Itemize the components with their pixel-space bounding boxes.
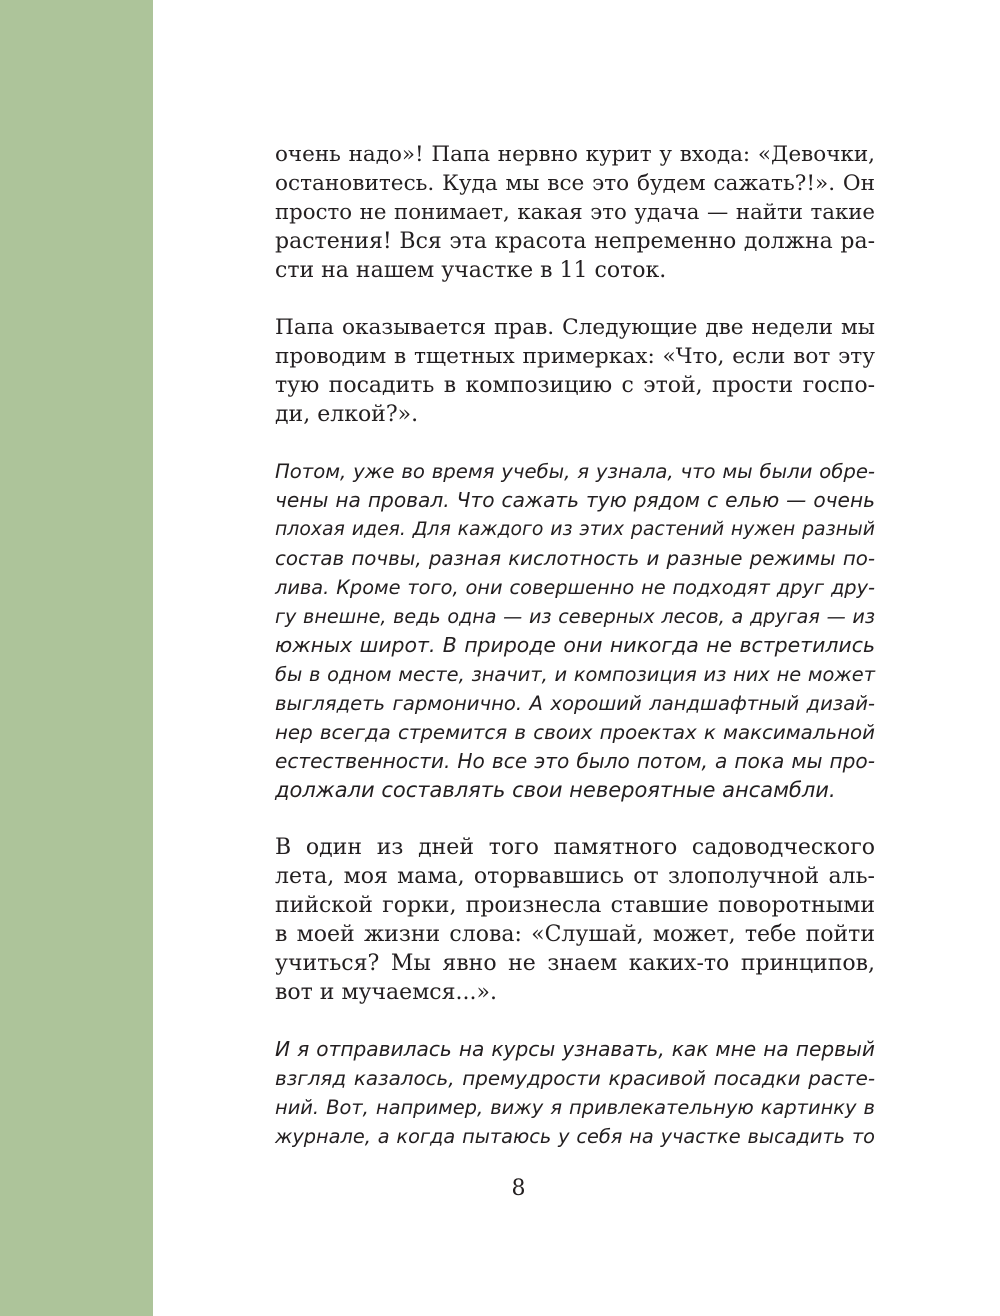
text-line: гу внешне, ведь одна — из северных лесов, а другая — из (275, 605, 875, 628)
text-line: ди, елкой?». (275, 402, 419, 427)
text-line: чены на провал. Что сажать тую рядом с елью — очень (275, 488, 875, 512)
text-line: В один из дней того памятного садоводческого (275, 835, 875, 860)
text-line: Папа оказывается прав. Следующие две недели мы (275, 315, 875, 340)
text-line: остановитесь. Куда мы все это будем сажать?!». Он (275, 171, 875, 196)
text-line: тую посадить в композицию с этой, прости госпо- (275, 373, 875, 398)
text-line: просто не понимает, какая это удача — найти такие (275, 200, 875, 225)
text-line: очень надо»! Папа нервно курит у входа: «Девочки, (275, 142, 875, 167)
text-line: естественности. Но все это было потом, а пока мы про- (275, 749, 875, 773)
text-line: южных широт. В природе они никогда не встретились (275, 633, 875, 657)
paragraph-5-italic (275, 1035, 875, 1151)
text-line: сти на нашем участке в 11 соток. (275, 258, 667, 283)
text-line: лива. Кроме того, они совершенно не подходят друг дру- (275, 576, 875, 599)
text-line: бы в одном месте, значит, и композиция из них не может (275, 663, 875, 686)
paragraph-3-italic (275, 457, 875, 805)
side-color-band (0, 0, 153, 1316)
text-line: проводим в тщетных примерках: «Что, если вот эту (275, 344, 875, 369)
text-line: ний. Вот, например, вижу я привлекательную картинку в (275, 1096, 875, 1119)
text-line: пийской горки, произнесла ставшие поворотными (275, 893, 875, 918)
body-text (275, 140, 875, 1151)
page-number: 8 (511, 1176, 526, 1201)
text-line: Потом, уже во время учебы, я узнала, что мы были обре- (275, 460, 875, 483)
text-line: в моей жизни слова: «Слушай, может, тебе пойти (275, 922, 875, 947)
paragraph-2 (275, 313, 875, 429)
paragraph-4 (275, 833, 875, 1007)
text-line: вот и мучаемся...». (275, 980, 497, 1005)
text-line: лета, моя мама, оторвавшись от злополучной аль- (275, 864, 875, 889)
paragraph-1 (275, 140, 875, 285)
text-line: растения! Вся эта красота непременно должна ра- (275, 229, 875, 254)
text-line: состав почвы, разная кислотность и разные режимы по- (275, 547, 875, 570)
text-line: плохая идея. Для каждого из этих растений нужен разный (275, 519, 875, 540)
text-line: взгляд казалось, премудрости красивой посадки расте- (275, 1067, 875, 1090)
text-line: выглядеть гармонично. А хороший ландшафтный дизай- (275, 692, 875, 715)
text-line: должали составлять свои невероятные ансамбли. (275, 778, 836, 802)
text-line: нер всегда стремится в своих проектах к максимальной (275, 721, 875, 744)
text-line: учиться? Мы явно не знаем каких-то принципов, (275, 951, 875, 976)
text-line: И я отправилась на курсы узнавать, как мне на первый (275, 1037, 875, 1061)
text-line: журнале, а когда пытаюсь у себя на участке высадить то (275, 1125, 875, 1148)
